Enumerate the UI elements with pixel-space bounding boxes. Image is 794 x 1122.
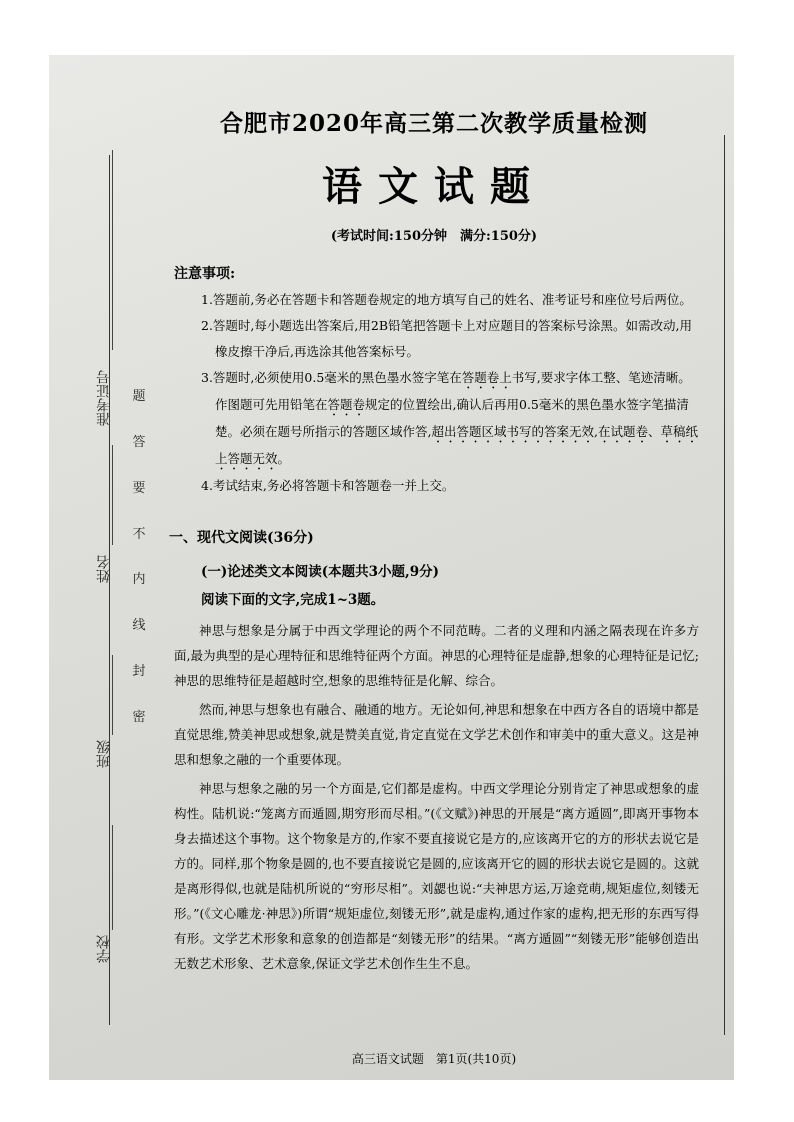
banji-blank[interactable]	[112, 655, 113, 735]
exam-subtitle: 合肥市2020年高三第二次教学质量检测	[219, 110, 648, 137]
seal-warning	[129, 385, 149, 725]
notice-item-2: 2.答题时,每小题选出答案后,用2B铅笔把答题卡上对应题目的答案标号涂黑。如需改动,用橡皮擦干净后,再选涂其他答案标号。	[201, 318, 692, 359]
exam-info: (考试时间:150分钟 满分:150分)	[330, 229, 538, 244]
notice-item-1: 1.答题前,务必在答题卡和答题卷规定的地方填写自己的姓名、准考证号和座位号后两位。	[201, 292, 692, 307]
section-title: 一、现代文阅读(36分)	[169, 530, 314, 546]
subsection-title: (一)论述类文本阅读(本题共3小题,9分)	[201, 564, 440, 580]
reading-instruction: 阅读下面的文字,完成1~3题。	[201, 592, 385, 608]
banji-label: 班级	[96, 740, 112, 768]
zhunkaozheng-label: 准考证号	[96, 370, 112, 426]
notice-list	[201, 287, 701, 499]
warning-char: 内	[132, 572, 146, 588]
page-footer: 高三语文试题 第1页(共10页)	[351, 1052, 517, 1066]
warning-char: 题	[132, 389, 146, 404]
xuexiao-label: 学校	[96, 935, 112, 963]
warning-char: 密	[132, 709, 146, 725]
notice-item-3-part: 规定的位置绘出,确认后再用0.5毫米的黑色墨水签字笔描清楚。必须在题号所指示的答题区域作答,	[215, 397, 689, 439]
notice-item-4: 4.考试结束,务必将答题卡和答题卷一并上交。	[201, 478, 455, 493]
warning-char: 答	[132, 434, 146, 450]
exam-paper-photo	[49, 55, 734, 1080]
notice-item-3-part: 3.答题时,必须使用0.5毫米的黑色墨水签字笔在	[201, 370, 462, 385]
passage-paragraph: 神思与想象之融的另一个方面是,它们都是虚构。中西文学理论分别肯定了神思或想象的虚构性。陆机说:“笼离方而遁圆,期穷形而尽相。”(《文赋》)神思的开展是“离方遁圆”,即离开事物本身去描述这个事物。这个物象是方的,作家不要直接说它是方的,应该离开它的方的形状去说它是方的。同样,那个物象是圆的,也不要直接说它是圆的,应该离开它的圆的形状去说它是圆的。这就是离形得似,也就是陆机所说的“穷形尽相”。刘勰也说:“夫神思方运,万途竞萌,规矩虚位,刻镂无形。”(《文心雕龙·神思》)所谓“规矩虚位,刻镂无形”,就是虚构,通过作家的虚构,把无形的东西写得有形。文学艺术形象和意象的创造都是“刻镂无形”的结果。“离方遁圆”“刻镂无形”能够创造出无数艺术形象、艺术意象,保证文学艺术创作生生不息。	[174, 781, 699, 971]
passage-paragraph: 神思与想象是分属于中西文学理论的两个不同范畴。二者的义理和内涵之隔表现在许多方面,最为典型的是心理特征和思维特征两个方面。神思的心理特征是虚静,想象的心理特征是记忆;神思的思维特征是超越时空,想象的思维特征是化解、综合。	[174, 623, 699, 688]
notice-item-3	[201, 365, 701, 473]
zhunkaozheng-blank[interactable]	[112, 150, 113, 350]
xuexiao-blank[interactable]	[112, 825, 113, 930]
warning-char: 封	[132, 664, 146, 680]
xingming-label: 姓名	[96, 555, 112, 583]
xingming-blank[interactable]	[112, 445, 113, 545]
warning-char: 线	[132, 618, 146, 634]
notice-item-3-emphasis: 超出答题区域书写的答案无效,在试题卷、草稿纸上答题无效	[215, 424, 698, 466]
notice-item-3-emphasis: 答题卷上	[461, 370, 512, 385]
notice-item-3-emphasis: 答题卷	[327, 397, 366, 412]
warning-char: 要	[132, 480, 146, 496]
notice-item-3-part: 书写,要求字体工整、笔迹清晰。作图题可先用铅笔在	[215, 370, 691, 412]
passage-paragraph: 然而,神思与想象也有融合、融通的地方。无论如何,神思和想象在中西方各自的语境中都是直觉思维,赞美神思或想象,就是赞美直觉,肯定直觉在文学艺术创作和审美中的重大意义。这是神思和想象之融的一个重要体现。	[174, 702, 699, 767]
binding-line	[109, 155, 110, 1025]
warning-char: 不	[132, 526, 146, 542]
reading-passage	[174, 618, 699, 980]
right-margin-line	[724, 135, 725, 1035]
notice-item-3-part: 。	[277, 451, 291, 466]
notice-title: 注意事项:	[174, 266, 236, 282]
exam-title: 语文试题	[322, 163, 546, 210]
